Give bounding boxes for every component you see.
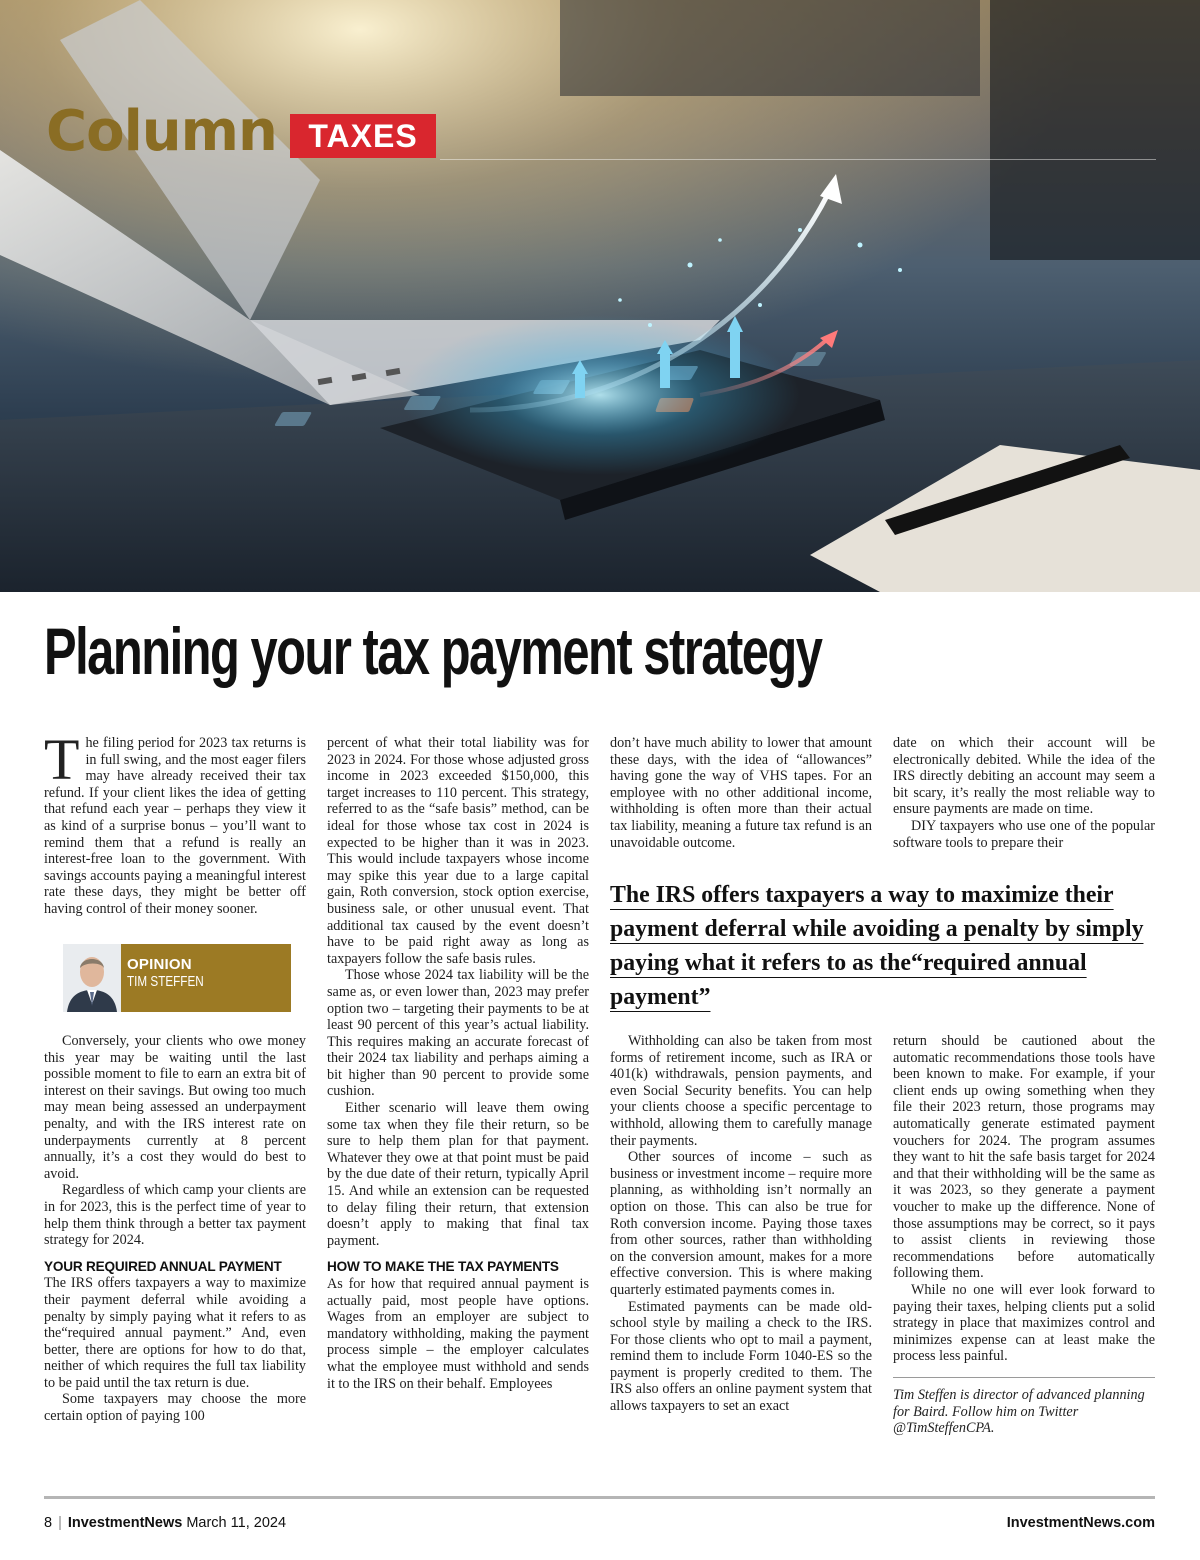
- paragraph: date on which their account will be electronically debited. While the idea of the IRS directly debiting an account may seem a bit scary, it’s really the most reliable way to ensure payments are made on time.: [893, 735, 1155, 818]
- column-3-bottom: [610, 1033, 872, 1415]
- issue-date: March 11, 2024: [186, 1515, 287, 1531]
- laptop-calculator-illustration: [0, 0, 1200, 592]
- paragraph: percent of what their total liability was for 2023 in 2024. For those whose adjusted gross income in 2023 exceeded $150,000, this target increases to 110 percent. This strategy, referred to as the “safe basis” method, can be ideal for those whose tax cost in 2024 is expected to be higher than it was in 2023. This would include taxpayers whose income may spike this year due to a large capital gain, Roth conversion, stock option exercise, business sale, or other unusual event. That additional tax caused by the event doesn’t have to be paid right away as long as taxpayers follow the safe basis rules.: [327, 735, 589, 967]
- opinion-box: [63, 944, 291, 1012]
- paragraph: Either scenario will leave them owing some tax when they file their return, so be sure to help them plan for that payment. Whatever they owe at that point must be paid by the due date of their return, typically April 15. And while an extension can be requested to delay filing their return, that extension doesn’t apply to making that final tax payment.: [327, 1100, 589, 1249]
- column-label: Column: [46, 99, 277, 164]
- paragraph: return should be cautioned about the automatic recommendations those tools have been known to make. For example, if your client ends up owing something when they file their 2023 return, those programs may automatically generate estimated payment vouchers for 2024. The program assumes they want to hit the safe basis target for 2024 and that their withholding will be the same as it was 2023, so they generate a payment voucher to make up the difference. None of those assumptions may be correct, so it pays to assist clients in reviewing those recommendations before automatically following them.: [893, 1033, 1155, 1282]
- column-2: [327, 735, 589, 1392]
- author-bio: Tim Steffen is director of advanced planning for Baird. Follow him on Twitter @TimSteffenCPA.: [893, 1387, 1145, 1437]
- paragraph: DIY taxpayers who use one of the popular software tools to prepare their: [893, 817, 1155, 851]
- column-4-top: [893, 735, 1155, 851]
- paragraph: Withholding can also be taken from most forms of retirement income, such as IRA or 401(k) withdrawals, pension payments, and even Social Security benefits. You can help your clients choose a specific percentage to withhold, allowing them to carefully manage their payments.: [610, 1033, 872, 1149]
- pull-quote: [610, 878, 1170, 1014]
- author-portrait-icon: [63, 944, 121, 1012]
- opinion-author-name: TIM STEFFEN: [127, 973, 204, 990]
- subhead-how-to-make-payments: HOW TO MAKE THE TAX PAYMENTS: [327, 1259, 559, 1275]
- intro-text: he filing period for 2023 tax returns is in full swing, and the most eager filers may have already received their tax refund. If your client likes the idea of getting that refund each year – perhaps they view it as kind of a surprise bonus – you’ll want to remind them that a refund is really an interest-free loan to the government. With savings accounts paying a meaningful interest rate these days, they might be better off having control of their money sooner.: [44, 735, 306, 917]
- drop-cap: T: [44, 727, 80, 792]
- footer-rule: [44, 1496, 1155, 1499]
- paragraph: While no one will ever look forward to paying their taxes, helping clients put a solid strategy in place that maximizes control and minimizes expense can at least make the process less painful.: [893, 1281, 1155, 1365]
- website-link[interactable]: InvestmentNews.com: [1006, 1515, 1155, 1531]
- footer-separator: |: [58, 1515, 62, 1531]
- paragraph: Some taxpayers may choose the more certain option of paying 100: [44, 1391, 306, 1425]
- paragraph: Estimated payments can be made old-school style by mailing a check to the IRS. For those clients who opt to mail a payment, remind them to include Form 1040-ES so the payment is properly credited to them. The IRS also offers an online payment system that allows taxpayers to set an exact: [610, 1298, 872, 1415]
- footer-page-info: [44, 1515, 286, 1531]
- author-avatar: [63, 944, 121, 1012]
- paragraph: Other sources of income – such as business or investment income – require more planning, as withholding isn’t normally an option on those. This can also be true for Roth conversion income. Paying those taxes from other sources, rather than withholding on the conversion amount, makes for a more effective conversion. This is where making quarterly estimated payments comes in.: [610, 1149, 872, 1298]
- opinion-panel: [121, 944, 291, 1012]
- column-1-top: [44, 727, 306, 918]
- magazine-name: InvestmentNews: [67, 1515, 183, 1531]
- article-title: Planning your tax payment strategy: [44, 614, 822, 688]
- paragraph: Regardless of which camp your clients are in for 2023, this is the perfect time of year to help them think through a better tax payment strategy for 2024.: [44, 1182, 306, 1249]
- page-number: 8: [44, 1515, 53, 1531]
- subhead-required-annual-payment: YOUR REQUIRED ANNUAL PAYMENT: [44, 1258, 282, 1274]
- column-1-bottom: [44, 1033, 306, 1425]
- hero-image: [0, 0, 1200, 592]
- intro-paragraph: [44, 727, 306, 918]
- column-4-bottom: [893, 1033, 1155, 1365]
- header-rule: [440, 159, 1156, 160]
- pull-quote-text: The IRS offers taxpayers a way to maximize their payment deferral while avoiding a penalty by simply paying what it refers to as the“required annual payment”: [610, 882, 1144, 1010]
- opinion-label: OPINION: [127, 956, 192, 973]
- column-3-top: [610, 735, 872, 851]
- paragraph: don’t have much ability to lower that amount these days, with the idea of “allowances” having gone the way of VHS tapes. For an employee with no other additional income, withholding is often more than their actual tax liability, meaning a future tax refund is an unavoidable outcome.: [610, 735, 872, 851]
- paragraph: Conversely, your clients who owe money this year may be waiting until the last possible moment to file to earn an extra bit of interest on their savings. But owing too much may mean being assessed an underpayment penalty, and with the IRS interest rate on underpayments currently at 8 percent annually, it’s a cost they would do best to avoid.: [44, 1033, 306, 1182]
- bio-rule: [893, 1377, 1155, 1378]
- paragraph: The IRS offers taxpayers a way to maximize their payment deferral while avoiding a penalty by simply paying what it refers to as the“required annual payment.” And, even better, there are options for how to do that, neither of which requires the full tax liability to be paid until the tax return is due.: [44, 1275, 306, 1391]
- paragraph: As for how that required annual payment is actually paid, most people have options. Wages from an employer are subject to mandatory withholding, making the payment process simple – the employer calculates what the employee must withhold and sends it to the IRS on their behalf. Employees: [327, 1276, 589, 1392]
- section-badge-taxes: TAXES: [290, 114, 436, 158]
- paragraph: Those whose 2024 tax liability will be the same as, or even lower than, 2023 may prefer option two – targeting their payments to be at least 90 percent of this year’s actual liability. This requires making an accurate forecast of their 2024 tax liability and perhaps aiming a bit higher than 90 percent to provide some cushion.: [327, 967, 589, 1100]
